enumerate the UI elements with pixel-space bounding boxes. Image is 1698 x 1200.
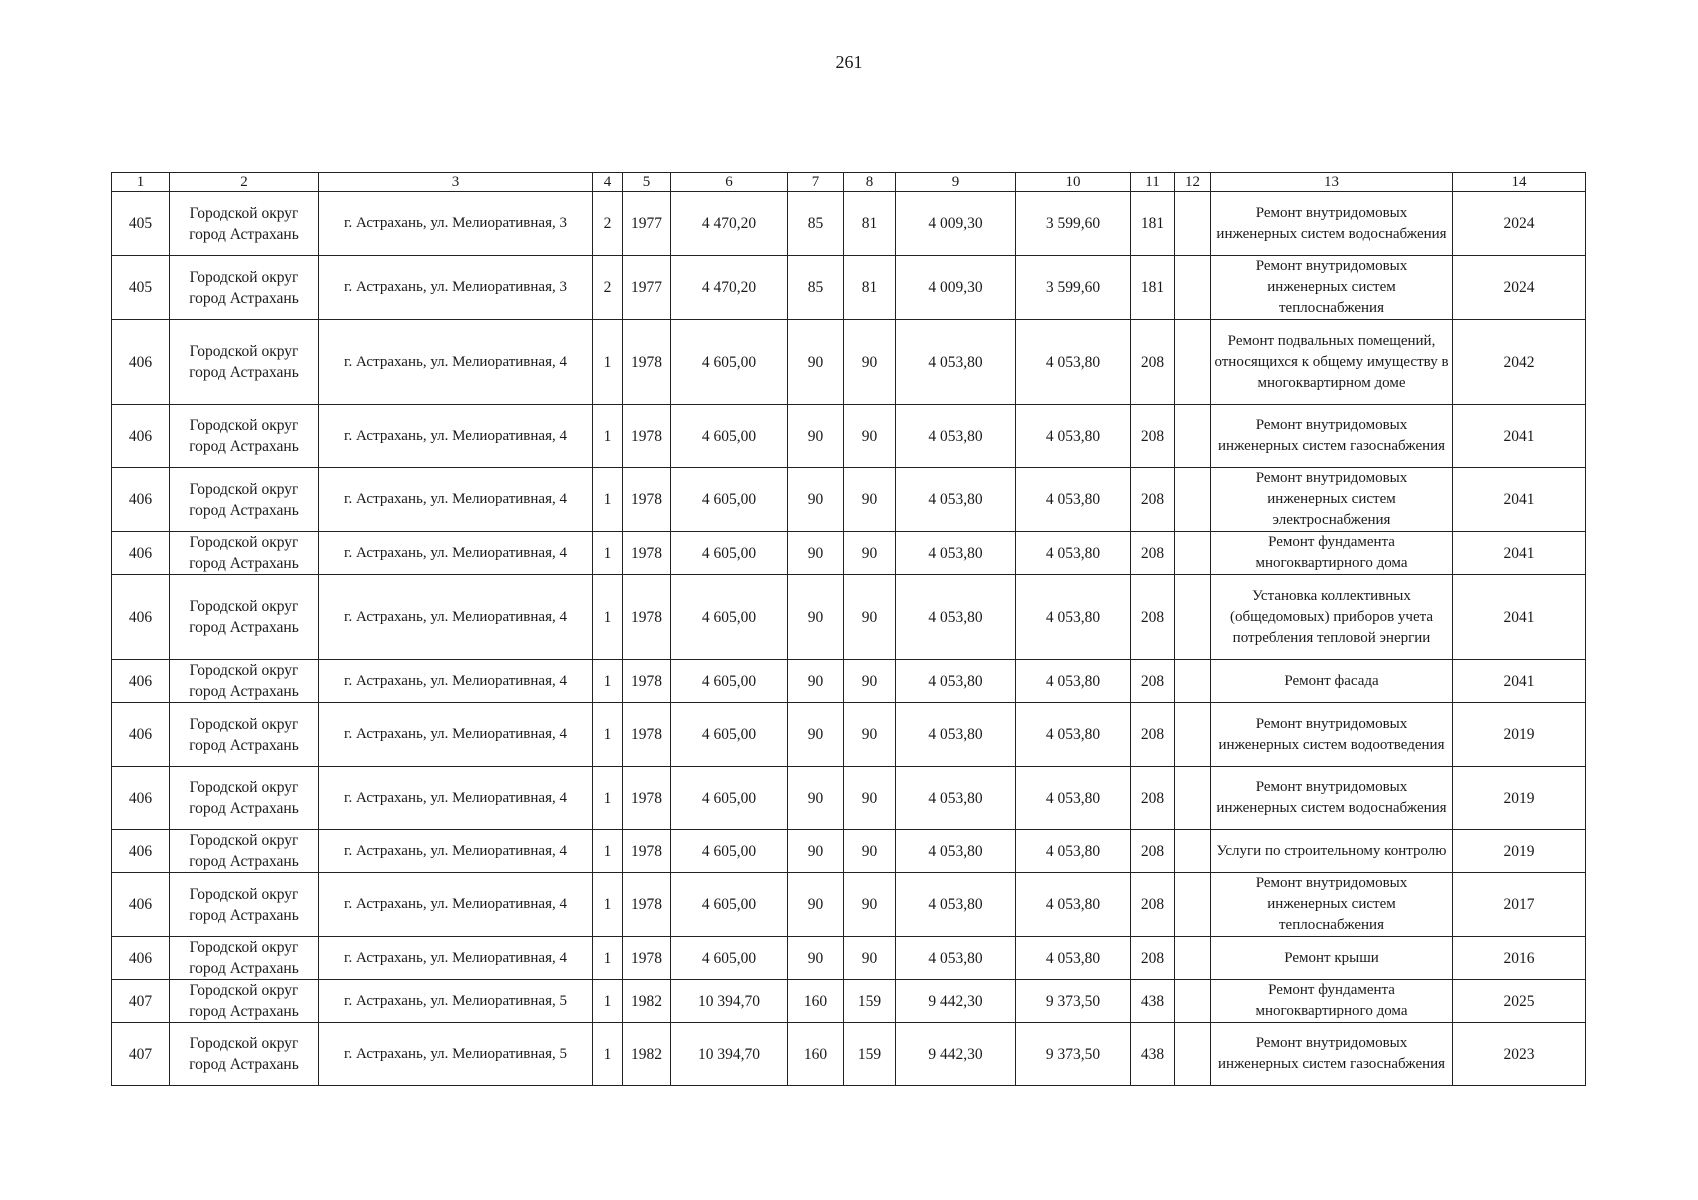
planned-year: 2041 <box>1453 532 1586 575</box>
cell-col-4: 1 <box>593 703 623 767</box>
total-area: 4 605,00 <box>671 767 788 830</box>
cell-col-10: 3 599,60 <box>1016 256 1131 320</box>
municipality: Городской округ город Астрахань <box>170 830 319 873</box>
municipality: Городской округ город Астрахань <box>170 873 319 937</box>
address: г. Астрахань, ул. Мелиоративная, 4 <box>319 660 593 703</box>
cell-col-7: 90 <box>788 660 844 703</box>
total-area: 4 605,00 <box>671 575 788 660</box>
column-header: 6 <box>671 173 788 192</box>
cell-col-10: 4 053,80 <box>1016 660 1131 703</box>
cell-col-10: 9 373,50 <box>1016 980 1131 1023</box>
cell-col-7: 90 <box>788 405 844 468</box>
cell-col-4: 1 <box>593 937 623 980</box>
cell-col-7: 160 <box>788 1023 844 1086</box>
cell-col-8: 159 <box>844 1023 896 1086</box>
municipality: Городской округ город Астрахань <box>170 1023 319 1086</box>
residents-count: 208 <box>1131 660 1175 703</box>
total-area: 4 605,00 <box>671 468 788 532</box>
table-row <box>112 468 1586 532</box>
cell-col-10: 4 053,80 <box>1016 703 1131 767</box>
row-number: 406 <box>112 937 170 980</box>
cell-col-10: 4 053,80 <box>1016 873 1131 937</box>
address: г. Астрахань, ул. Мелиоративная, 4 <box>319 468 593 532</box>
table-row <box>112 767 1586 830</box>
planned-year: 2041 <box>1453 575 1586 660</box>
cell-col-9: 4 009,30 <box>896 192 1016 256</box>
municipality: Городской округ город Астрахань <box>170 532 319 575</box>
cell-col-7: 90 <box>788 873 844 937</box>
residents-count: 181 <box>1131 256 1175 320</box>
address: г. Астрахань, ул. Мелиоративная, 4 <box>319 532 593 575</box>
residents-count: 438 <box>1131 980 1175 1023</box>
planned-year: 2025 <box>1453 980 1586 1023</box>
capital-repair-table <box>111 172 1586 1086</box>
table-row <box>112 532 1586 575</box>
cell-col-4: 1 <box>593 468 623 532</box>
construction-year: 1978 <box>623 532 671 575</box>
total-area: 4 605,00 <box>671 937 788 980</box>
cell-col-8: 159 <box>844 980 896 1023</box>
residents-count: 181 <box>1131 192 1175 256</box>
cell-col-10: 4 053,80 <box>1016 937 1131 980</box>
cell-col-12 <box>1175 320 1211 405</box>
cell-col-8: 81 <box>844 256 896 320</box>
cell-col-9: 4 053,80 <box>896 767 1016 830</box>
cell-col-12 <box>1175 937 1211 980</box>
cell-col-10: 4 053,80 <box>1016 830 1131 873</box>
row-number: 405 <box>112 256 170 320</box>
residents-count: 208 <box>1131 703 1175 767</box>
cell-col-10: 9 373,50 <box>1016 1023 1131 1086</box>
residents-count: 438 <box>1131 1023 1175 1086</box>
residents-count: 208 <box>1131 873 1175 937</box>
cell-col-8: 90 <box>844 405 896 468</box>
cell-col-7: 85 <box>788 256 844 320</box>
column-header: 7 <box>788 173 844 192</box>
cell-col-12 <box>1175 575 1211 660</box>
cell-col-8: 90 <box>844 703 896 767</box>
total-area: 10 394,70 <box>671 980 788 1023</box>
row-number: 406 <box>112 830 170 873</box>
planned-year: 2019 <box>1453 830 1586 873</box>
address: г. Астрахань, ул. Мелиоративная, 4 <box>319 575 593 660</box>
row-number: 406 <box>112 320 170 405</box>
row-number: 406 <box>112 468 170 532</box>
total-area: 4 605,00 <box>671 830 788 873</box>
column-header: 8 <box>844 173 896 192</box>
municipality: Городской округ город Астрахань <box>170 256 319 320</box>
address: г. Астрахань, ул. Мелиоративная, 4 <box>319 767 593 830</box>
address: г. Астрахань, ул. Мелиоративная, 4 <box>319 320 593 405</box>
row-number: 406 <box>112 405 170 468</box>
municipality: Городской округ город Астрахань <box>170 703 319 767</box>
work-type: Ремонт внутридомовых инженерных систем теплоснабжения <box>1211 256 1453 320</box>
residents-count: 208 <box>1131 767 1175 830</box>
cell-col-8: 90 <box>844 532 896 575</box>
cell-col-4: 1 <box>593 660 623 703</box>
cell-col-4: 2 <box>593 256 623 320</box>
cell-col-4: 2 <box>593 192 623 256</box>
cell-col-4: 1 <box>593 532 623 575</box>
construction-year: 1977 <box>623 256 671 320</box>
work-type: Ремонт фундамента многоквартирного дома <box>1211 532 1453 575</box>
planned-year: 2042 <box>1453 320 1586 405</box>
cell-col-7: 90 <box>788 575 844 660</box>
cell-col-10: 3 599,60 <box>1016 192 1131 256</box>
total-area: 4 470,20 <box>671 256 788 320</box>
cell-col-10: 4 053,80 <box>1016 405 1131 468</box>
municipality: Городской округ город Астрахань <box>170 937 319 980</box>
cell-col-7: 160 <box>788 980 844 1023</box>
column-header: 1 <box>112 173 170 192</box>
construction-year: 1978 <box>623 468 671 532</box>
total-area: 4 470,20 <box>671 192 788 256</box>
municipality: Городской округ город Астрахань <box>170 980 319 1023</box>
column-header: 13 <box>1211 173 1453 192</box>
cell-col-9: 4 053,80 <box>896 575 1016 660</box>
total-area: 4 605,00 <box>671 703 788 767</box>
cell-col-9: 4 053,80 <box>896 320 1016 405</box>
table-row <box>112 660 1586 703</box>
cell-col-9: 4 053,80 <box>896 468 1016 532</box>
municipality: Городской округ город Астрахань <box>170 660 319 703</box>
cell-col-7: 90 <box>788 767 844 830</box>
construction-year: 1978 <box>623 830 671 873</box>
total-area: 4 605,00 <box>671 532 788 575</box>
row-number: 406 <box>112 660 170 703</box>
work-type: Ремонт внутридомовых инженерных систем водоснабжения <box>1211 192 1453 256</box>
residents-count: 208 <box>1131 468 1175 532</box>
cell-col-12 <box>1175 256 1211 320</box>
address: г. Астрахань, ул. Мелиоративная, 4 <box>319 405 593 468</box>
planned-year: 2024 <box>1453 256 1586 320</box>
cell-col-4: 1 <box>593 320 623 405</box>
work-type: Ремонт внутридомовых инженерных систем газоснабжения <box>1211 405 1453 468</box>
municipality: Городской округ город Астрахань <box>170 405 319 468</box>
table-row <box>112 1023 1586 1086</box>
column-header: 3 <box>319 173 593 192</box>
work-type: Ремонт фундамента многоквартирного дома <box>1211 980 1453 1023</box>
construction-year: 1978 <box>623 873 671 937</box>
residents-count: 208 <box>1131 830 1175 873</box>
cell-col-9: 4 009,30 <box>896 256 1016 320</box>
residents-count: 208 <box>1131 937 1175 980</box>
cell-col-4: 1 <box>593 767 623 830</box>
construction-year: 1978 <box>623 767 671 830</box>
planned-year: 2017 <box>1453 873 1586 937</box>
work-type: Ремонт внутридомовых инженерных систем электроснабжения <box>1211 468 1453 532</box>
table-row <box>112 256 1586 320</box>
cell-col-9: 4 053,80 <box>896 873 1016 937</box>
cell-col-7: 90 <box>788 830 844 873</box>
cell-col-12 <box>1175 468 1211 532</box>
cell-col-9: 9 442,30 <box>896 980 1016 1023</box>
cell-col-7: 90 <box>788 468 844 532</box>
construction-year: 1978 <box>623 320 671 405</box>
table-row <box>112 830 1586 873</box>
cell-col-4: 1 <box>593 830 623 873</box>
work-type: Ремонт фасада <box>1211 660 1453 703</box>
cell-col-12 <box>1175 192 1211 256</box>
column-header: 12 <box>1175 173 1211 192</box>
construction-year: 1982 <box>623 980 671 1023</box>
row-number: 407 <box>112 1023 170 1086</box>
row-number: 406 <box>112 767 170 830</box>
cell-col-10: 4 053,80 <box>1016 468 1131 532</box>
construction-year: 1978 <box>623 937 671 980</box>
row-number: 405 <box>112 192 170 256</box>
cell-col-12 <box>1175 532 1211 575</box>
planned-year: 2019 <box>1453 703 1586 767</box>
cell-col-10: 4 053,80 <box>1016 767 1131 830</box>
construction-year: 1978 <box>623 660 671 703</box>
row-number: 406 <box>112 575 170 660</box>
row-number: 406 <box>112 873 170 937</box>
column-header: 14 <box>1453 173 1586 192</box>
cell-col-9: 9 442,30 <box>896 1023 1016 1086</box>
planned-year: 2041 <box>1453 660 1586 703</box>
column-header: 11 <box>1131 173 1175 192</box>
residents-count: 208 <box>1131 405 1175 468</box>
cell-col-7: 90 <box>788 532 844 575</box>
municipality: Городской округ город Астрахань <box>170 468 319 532</box>
cell-col-12 <box>1175 873 1211 937</box>
total-area: 4 605,00 <box>671 873 788 937</box>
cell-col-12 <box>1175 767 1211 830</box>
residents-count: 208 <box>1131 320 1175 405</box>
municipality: Городской округ город Астрахань <box>170 192 319 256</box>
cell-col-12 <box>1175 1023 1211 1086</box>
cell-col-9: 4 053,80 <box>896 405 1016 468</box>
work-type: Ремонт внутридомовых инженерных систем газоснабжения <box>1211 1023 1453 1086</box>
table-row <box>112 703 1586 767</box>
cell-col-12 <box>1175 830 1211 873</box>
cell-col-4: 1 <box>593 980 623 1023</box>
cell-col-8: 90 <box>844 468 896 532</box>
cell-col-12 <box>1175 980 1211 1023</box>
cell-col-4: 1 <box>593 1023 623 1086</box>
total-area: 10 394,70 <box>671 1023 788 1086</box>
municipality: Городской округ город Астрахань <box>170 320 319 405</box>
row-number: 406 <box>112 703 170 767</box>
cell-col-4: 1 <box>593 575 623 660</box>
work-type: Ремонт внутридомовых инженерных систем водоснабжения <box>1211 767 1453 830</box>
total-area: 4 605,00 <box>671 660 788 703</box>
page-number: 261 <box>835 52 863 72</box>
cell-col-4: 1 <box>593 873 623 937</box>
address: г. Астрахань, ул. Мелиоративная, 4 <box>319 873 593 937</box>
total-area: 4 605,00 <box>671 405 788 468</box>
cell-col-8: 90 <box>844 767 896 830</box>
address: г. Астрахань, ул. Мелиоративная, 4 <box>319 937 593 980</box>
residents-count: 208 <box>1131 532 1175 575</box>
cell-col-12 <box>1175 660 1211 703</box>
row-number: 407 <box>112 980 170 1023</box>
column-header: 10 <box>1016 173 1131 192</box>
row-number: 406 <box>112 532 170 575</box>
cell-col-7: 90 <box>788 937 844 980</box>
address: г. Астрахань, ул. Мелиоративная, 5 <box>319 980 593 1023</box>
construction-year: 1978 <box>623 703 671 767</box>
cell-col-4: 1 <box>593 405 623 468</box>
cell-col-8: 90 <box>844 575 896 660</box>
address: г. Астрахань, ул. Мелиоративная, 3 <box>319 256 593 320</box>
municipality: Городской округ город Астрахань <box>170 575 319 660</box>
construction-year: 1978 <box>623 405 671 468</box>
cell-col-9: 4 053,80 <box>896 703 1016 767</box>
address: г. Астрахань, ул. Мелиоративная, 5 <box>319 1023 593 1086</box>
construction-year: 1982 <box>623 1023 671 1086</box>
cell-col-8: 81 <box>844 192 896 256</box>
cell-col-12 <box>1175 703 1211 767</box>
cell-col-9: 4 053,80 <box>896 660 1016 703</box>
work-type: Ремонт крыши <box>1211 937 1453 980</box>
address: г. Астрахань, ул. Мелиоративная, 4 <box>319 830 593 873</box>
cell-col-10: 4 053,80 <box>1016 320 1131 405</box>
cell-col-8: 90 <box>844 830 896 873</box>
planned-year: 2019 <box>1453 767 1586 830</box>
cell-col-8: 90 <box>844 660 896 703</box>
work-type: Ремонт подвальных помещений, относящихся к общему имуществу в многоквартирном доме <box>1211 320 1453 405</box>
cell-col-8: 90 <box>844 320 896 405</box>
work-type: Услуги по строительному контролю <box>1211 830 1453 873</box>
cell-col-12 <box>1175 405 1211 468</box>
cell-col-9: 4 053,80 <box>896 830 1016 873</box>
total-area: 4 605,00 <box>671 320 788 405</box>
column-header: 4 <box>593 173 623 192</box>
column-header: 2 <box>170 173 319 192</box>
cell-col-9: 4 053,80 <box>896 937 1016 980</box>
cell-col-10: 4 053,80 <box>1016 532 1131 575</box>
cell-col-10: 4 053,80 <box>1016 575 1131 660</box>
work-type: Установка коллективных (общедомовых) приборов учета потребления тепловой энергии <box>1211 575 1453 660</box>
work-type: Ремонт внутридомовых инженерных систем теплоснабжения <box>1211 873 1453 937</box>
construction-year: 1978 <box>623 575 671 660</box>
table-row <box>112 937 1586 980</box>
planned-year: 2023 <box>1453 1023 1586 1086</box>
table-row <box>112 980 1586 1023</box>
table-row <box>112 192 1586 256</box>
table-row <box>112 873 1586 937</box>
cell-col-8: 90 <box>844 937 896 980</box>
cell-col-8: 90 <box>844 873 896 937</box>
planned-year: 2041 <box>1453 468 1586 532</box>
cell-col-7: 90 <box>788 320 844 405</box>
address: г. Астрахань, ул. Мелиоративная, 4 <box>319 703 593 767</box>
residents-count: 208 <box>1131 575 1175 660</box>
table-row <box>112 320 1586 405</box>
planned-year: 2016 <box>1453 937 1586 980</box>
cell-col-7: 90 <box>788 703 844 767</box>
column-header: 5 <box>623 173 671 192</box>
planned-year: 2024 <box>1453 192 1586 256</box>
column-header: 9 <box>896 173 1016 192</box>
table-row <box>112 405 1586 468</box>
cell-col-9: 4 053,80 <box>896 532 1016 575</box>
work-type: Ремонт внутридомовых инженерных систем водоотведения <box>1211 703 1453 767</box>
column-number-row <box>112 173 1586 192</box>
address: г. Астрахань, ул. Мелиоративная, 3 <box>319 192 593 256</box>
construction-year: 1977 <box>623 192 671 256</box>
municipality: Городской округ город Астрахань <box>170 767 319 830</box>
table-row <box>112 575 1586 660</box>
planned-year: 2041 <box>1453 405 1586 468</box>
cell-col-7: 85 <box>788 192 844 256</box>
